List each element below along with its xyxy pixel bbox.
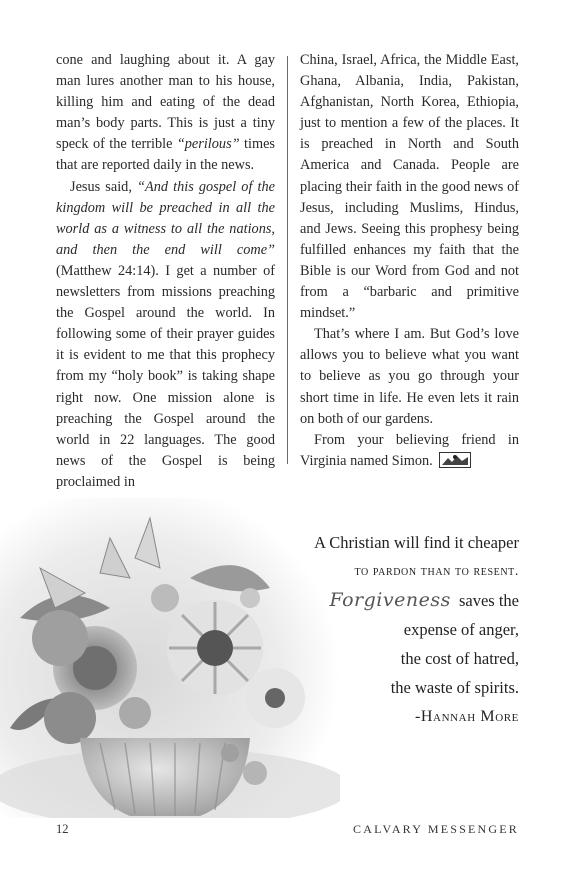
italic-term: “perilous”	[176, 136, 240, 153]
script-word: Forgiveness	[329, 589, 451, 611]
paragraph: From your believing friend in Virginia named Simon.	[300, 431, 519, 469]
quote-line: Forgiveness saves the	[329, 589, 519, 611]
paragraph: Jesus said, “And this gospel of the kingdom will be preached in all the world as a witness to all the nations, and then the end will come” (Matthew 24:14). I get a number of newsletters from missions preaching the Gospel around the world. In following some of their prayer guides it is evident to me that this prophecy from my “holy book” is taking shape right now. One mission alone is preaching the Gospel around the world in 22 languages. The good news of the Gospel is being proclaimed in	[56, 178, 275, 490]
left-column	[56, 50, 275, 493]
column-divider	[287, 56, 288, 464]
quote-line: A Christian will find it cheaper	[314, 533, 519, 552]
scripture-quote: “And this gospel of the kingdom will be preached in all the world as a witness to all the nations, and then the end will come”	[56, 178, 275, 258]
paragraph: That’s where I am. But God’s love allows you to believe what you want to believe as you go through your short time in life. He even lets it rain on both of our gardens.	[300, 326, 519, 427]
quote-line: the waste of spirits.	[390, 678, 519, 697]
quote-line: the cost of hatred,	[400, 649, 519, 668]
pull-quote	[279, 528, 519, 731]
paragraph: China, Israel, Africa, the Middle East, Ghana, Albania, India, Pakistan, Afghanistan, North Korea, Ethiopia, just to mention a few of the places. It is preached in North and South America and Canada. People are placing their faith in the good news of Jesus, including Muslims, Hindus, and Jews. Seeing this prophesy being fulfilled enhances my faith that the Bible is our Word from God and not from a “barbaric and primitive mindset.”	[300, 52, 519, 322]
right-column	[300, 50, 519, 472]
page-number: 12	[56, 822, 69, 836]
quote-line: to pardon than to resent.	[354, 564, 519, 579]
end-of-article-icon	[439, 452, 471, 468]
paragraph: cone and laughing about it. A gay man lures another man to his house, killing him and eating of the dead man’s body parts. This is just a tiny speck of the terrible “perilous” times that are reported daily in the news.	[56, 52, 275, 174]
running-head: CALVARY MESSENGER	[353, 822, 519, 836]
quote-attribution: -Hannah More	[414, 708, 519, 725]
quote-line: expense of anger,	[403, 620, 519, 639]
